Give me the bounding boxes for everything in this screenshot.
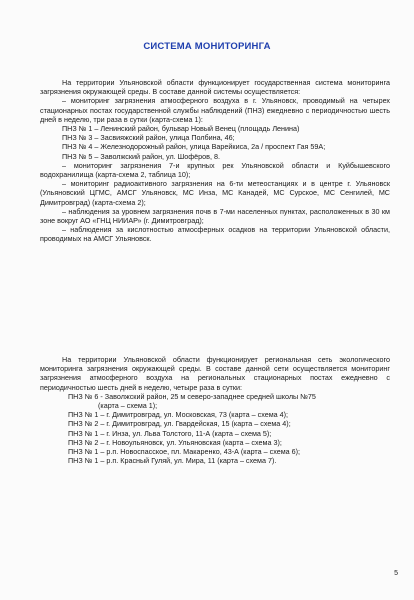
- section-state-monitoring: [40, 78, 390, 244]
- post-item: ПНЗ № 6 - Заволжский район, 25 м северо-западнее средней школы №75: [68, 391, 316, 401]
- list-item-river-monitoring: – мониторинг загрязнения 7-и крупных рек Ульяновской области и Куйбышевского водохранилища (карта-схема 2, таблица 10);: [40, 160, 390, 180]
- post-item: ПНЗ № 2 – г. Новоульяновск, ул. Ульяновская (карта – схема 3);: [68, 437, 282, 447]
- paragraph-intro: На территории Ульяновской области функционирует государственная система мониторинга загрязнения окружающей среды. В составе данной системы осуществляется:: [40, 78, 390, 97]
- regional-post-list: [40, 410, 390, 465]
- post-item-continuation: (карта – схема 1);: [98, 401, 158, 411]
- list-item-precipitation-monitoring: – наблюдения за кислотностью атмосферных осадков на территории Ульяновской области, проводимых на АМСГ Ульяновск.: [40, 225, 390, 244]
- list-item-air-monitoring: – мониторинг загрязнения атмосферного воздуха в г. Ульяновск, проводимый на четырех стационарных постах государственной службы наблюдений (ПНЗ) ежедневно с периодичностью шесть дней в неделю, три раза в сутки (карта-схема 1):: [40, 96, 390, 124]
- post-item: ПНЗ № 5 – Заволжский район, ул. Шофёров, 8.: [62, 151, 220, 161]
- post-item: ПНЗ № 1 – г. Димитровград, ул. Московская, 73 (карта – схема 4);: [68, 410, 289, 420]
- section-regional-network: [40, 355, 390, 465]
- list-item-soil-monitoring: – наблюдения за уровнем загрязнения почв в 7-ми населенных пунктах, расположенных в 30 км зоне вокруг АО «ГНЦ НИИАР» (г. Димитровград);: [40, 206, 390, 226]
- post-list: [40, 124, 390, 161]
- post-item: ПНЗ № 3 – Засвияжский район, улица Полбина, 46;: [62, 133, 235, 143]
- paragraph-regional-intro: На территории Ульяновской области функционирует региональная сеть экологического мониторинга загрязнения окружающей среды. В составе данной сети осуществляется мониторинг загрязнения атмосферного воздуха на региональных стационарных постах ежедневно с периодичностью шесть дней в неделю, четыре раза в сутки:: [40, 355, 390, 392]
- page-title: СИСТЕМА МОНИТОРИНГА: [143, 41, 271, 52]
- post-item: ПНЗ № 4 – Железнодорожный район, улица Варейкиса, 2а / проспект Гая 59А;: [62, 142, 326, 152]
- list-item-radiation-monitoring: – мониторинг радиоактивного загрязнения на 6-ти метеостанциях и в центре г. Ульяновск (Ульяновский ЦГМС, АМСГ Ульяновск, МС Инза, МС Канадей, МС Сурское, МС Сенгилей, МС Димитровград) (карта-схема 2);: [40, 179, 390, 207]
- post-item: ПНЗ № 1 – г. Инза, ул. Льва Толстого, 11-А (карта – схема 5);: [68, 428, 272, 438]
- post-item: ПНЗ № 1 – Ленинский район, бульвар Новый Венец (площадь Ленина): [62, 124, 300, 134]
- post-item: ПНЗ № 1 – р.п. Новоспасское, пл. Макаренко, 43-А (карта – схема 6);: [68, 447, 301, 457]
- post-item: ПНЗ № 1 – р.п. Красный Гуляй, ул. Мира, 11 (карта – схема 7).: [68, 456, 277, 466]
- post-item: ПНЗ № 2 – г. Димитровград, ул. Гвардейская, 15 (карта – схема 4);: [68, 419, 291, 429]
- page-number: 5: [394, 570, 398, 577]
